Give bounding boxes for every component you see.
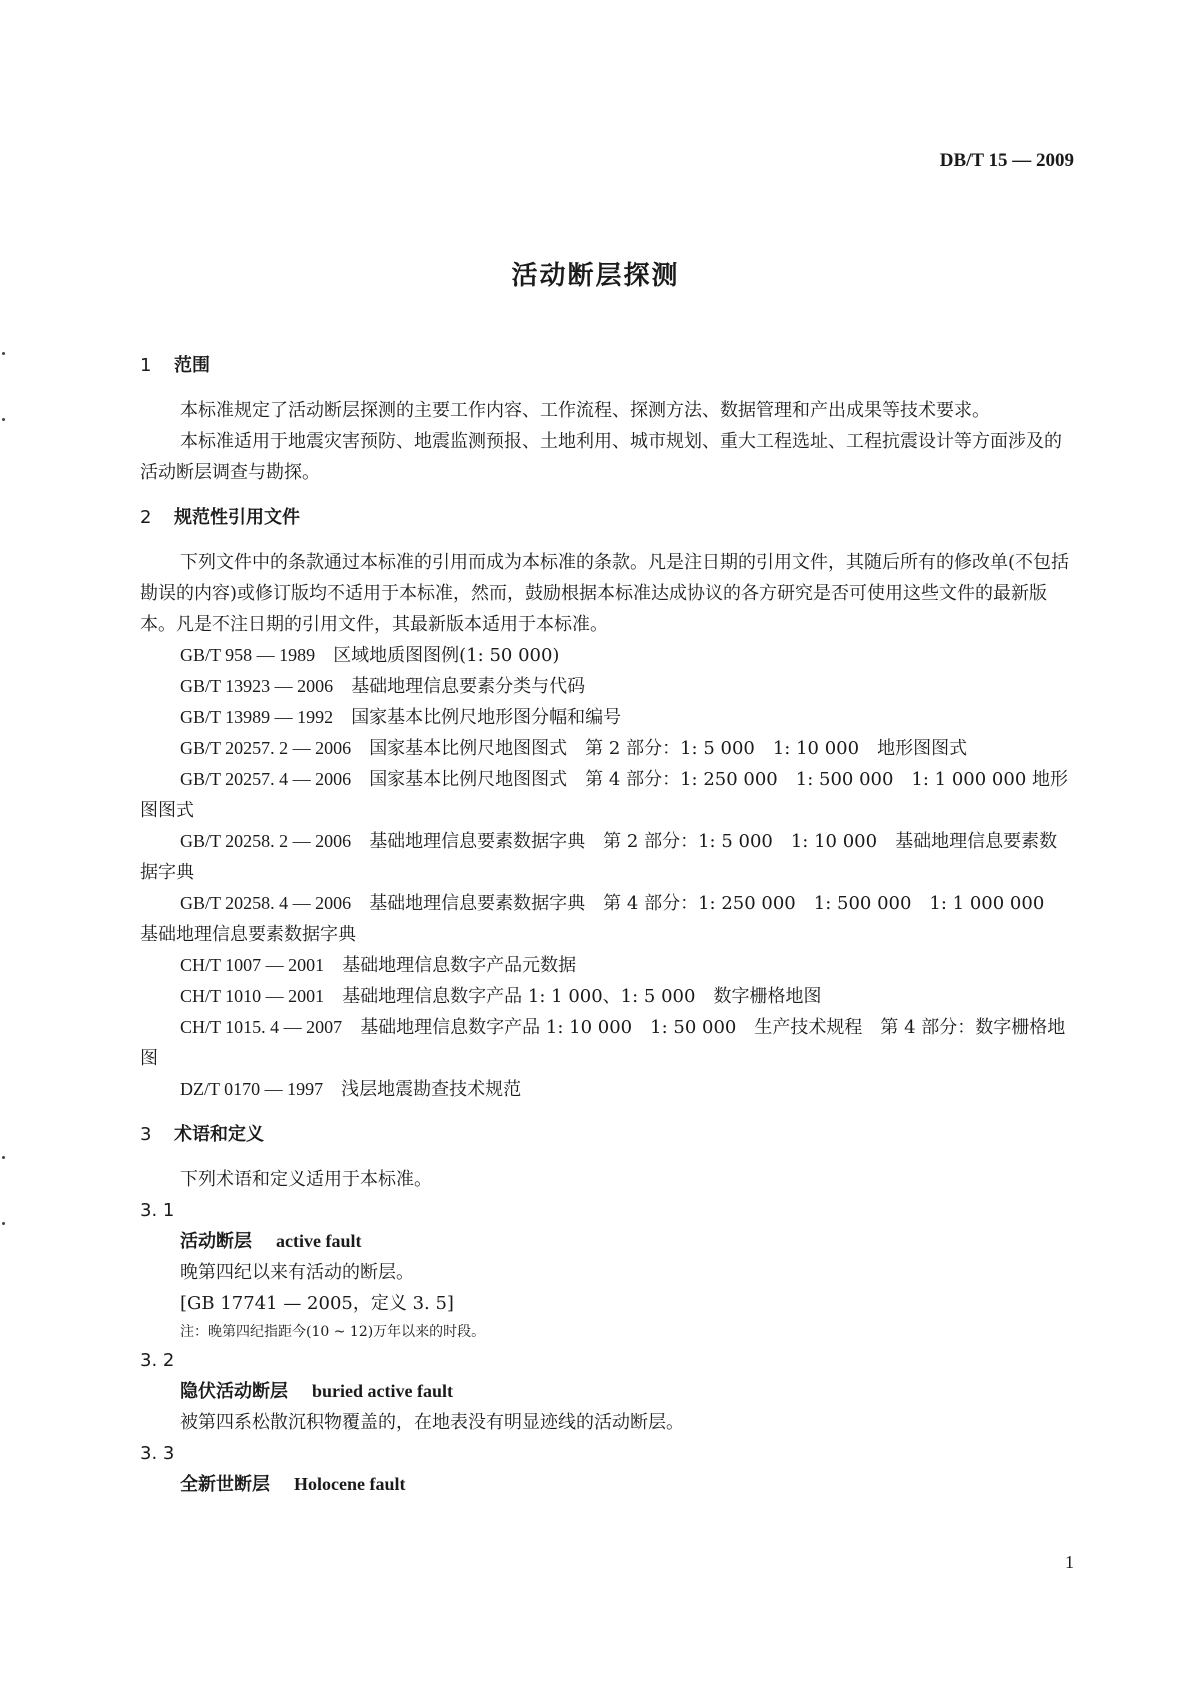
term-zh: 隐伏活动断层 [180,1381,288,1402]
term-number: 3. 1 [140,1200,175,1221]
reference-item [140,1074,1075,1105]
section-2-heading [140,502,1075,533]
reference-item [140,1012,1075,1074]
scan-speck [2,352,5,355]
paragraph: 下列术语和定义适用于本标准。 [180,1169,432,1190]
reference-item [140,764,1075,826]
scan-speck [2,1222,5,1225]
section-title: 术语和定义 [174,1124,264,1145]
page-title: 活动断层探测 [511,261,680,291]
reference-title: 基础地理信息要素数据字典 第 4 部分：1: 250 000 1: 500 000 1: 1 000 000 基础地理信息要素数据字典 [140,893,1063,945]
reference-code: DZ/T 0170 — 1997 [180,1079,324,1099]
section-number: 2 [140,507,152,528]
reference-title: 国家基本比例尺地图图式 第 4 部分：1: 250 000 1: 500 000 1: 1 000 000 地形图图式 [140,769,1068,821]
reference-code: GB/T 20257. 2 — 2006 [180,738,352,758]
section-number: 1 [140,355,152,376]
reference-code: CH/T 1010 — 2001 [180,986,325,1006]
reference-title: 基础地理信息数字产品 1: 10 000 1: 50 000 生产技术规程 第 4 部分：数字栅格地图 [140,1017,1066,1069]
term-number: 3. 2 [140,1350,175,1371]
reference-item [140,640,1075,671]
reference-item [140,671,1075,702]
scan-speck [2,418,5,421]
term-source: [GB 17741 — 2005，定义 3. 5] [180,1293,454,1314]
reference-code: CH/T 1015. 4 — 2007 [180,1017,343,1037]
reference-title: 基础地理信息要素分类与代码 [351,676,586,697]
term-en: buried active fault [312,1381,453,1401]
reference-code: GB/T 20258. 4 — 2006 [180,893,352,913]
term-definition: 被第四系松散沉积物覆盖的，在地表没有明显迹线的活动断层。 [180,1412,684,1433]
term-number: 3. 3 [140,1443,175,1464]
reference-code: CH/T 1007 — 2001 [180,955,325,975]
reference-title: 基础地理信息数字产品元数据 [342,955,577,976]
section-number: 3 [140,1124,152,1145]
page-number: 1 [1065,1552,1074,1572]
term-zh: 活动断层 [180,1231,252,1252]
reference-code: GB/T 20258. 2 — 2006 [180,831,352,851]
reference-title: 基础地理信息数字产品 1: 1 000、1: 5 000 数字栅格地图 [342,986,822,1007]
reference-title: 国家基本比例尺地形图分幅和编号 [351,707,622,728]
reference-code: GB/T 13989 — 1992 [180,707,334,727]
section-title: 范围 [174,355,210,376]
scan-speck [2,1156,5,1159]
paragraph: 本标准规定了活动断层探测的主要工作内容、工作流程、探测方法、数据管理和产出成果等技术要求。 [180,400,990,421]
paragraph: 下列文件中的条款通过本标准的引用而成为本标准的条款。凡是注日期的引用文件，其随后所有的修改单(不包括勘误的内容)或修订版均不适用于本标准，然而，鼓励根据本标准达成协议的各方研究是否可使用这些文件的最新版本。凡是不注日期的引用文件，其最新版本适用于本标准。 [140,552,1070,635]
term-en: Holocene fault [294,1474,406,1494]
term-heading [140,1469,1075,1500]
reference-title: 基础地理信息要素数据字典 第 2 部分：1: 5 000 1: 10 000 基础地理信息要素数据字典 [140,831,1058,883]
term-en: active fault [276,1231,362,1251]
section-title: 规范性引用文件 [174,507,300,528]
reference-item [140,826,1075,888]
reference-item [140,702,1075,733]
term-zh: 全新世断层 [180,1474,270,1495]
document-body [140,350,1075,1500]
reference-title: 区域地质图图例(1: 50 000) [333,645,560,666]
document-number: DB/T 15 — 2009 [939,150,1074,171]
reference-item [140,888,1075,950]
paragraph: 本标准适用于地震灾害预防、地震监测预报、土地利用、城市规划、重大工程选址、工程抗震设计等方面涉及的活动断层调查与勘探。 [140,431,1062,483]
section-1-heading [140,350,1075,381]
reference-title: 浅层地震勘查技术规范 [341,1079,522,1100]
reference-item [140,981,1075,1012]
reference-item [140,733,1075,764]
reference-item [140,950,1075,981]
reference-code: GB/T 958 — 1989 [180,645,316,665]
section-3-heading [140,1119,1075,1150]
term-note: 注：晚第四纪指距今(10 ~ 12)万年以来的时段。 [180,1324,486,1340]
reference-code: GB/T 20257. 4 — 2006 [180,769,352,789]
term-heading [140,1376,1075,1407]
term-definition: 晚第四纪以来有活动的断层。 [180,1262,414,1283]
reference-title: 国家基本比例尺地图图式 第 2 部分：1: 5 000 1: 10 000 地形图图式 [369,738,968,759]
reference-code: GB/T 13923 — 2006 [180,676,334,696]
term-heading [140,1226,1075,1257]
